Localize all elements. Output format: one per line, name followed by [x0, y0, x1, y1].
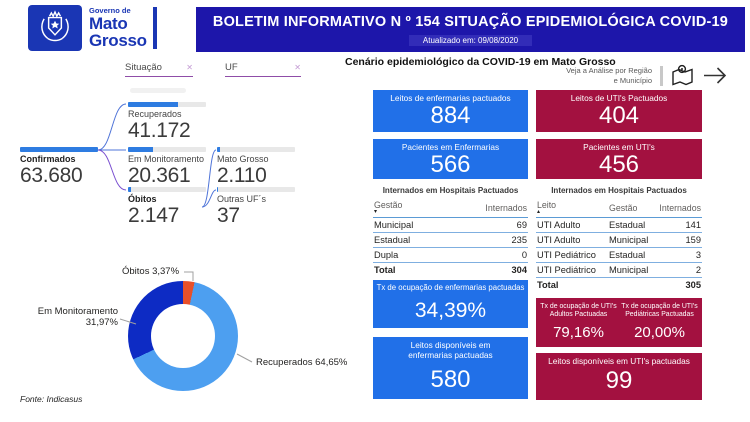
tree-node-label: Recuperados	[128, 109, 182, 119]
kpi-title: Tx de ocupação de UTI's Pediátricas Pactuadas	[621, 303, 698, 318]
kpi-tx-ocupacao-enfermarias	[373, 280, 528, 328]
filter-situacao[interactable]	[125, 62, 193, 77]
kpi-title: Pacientes em UTI's	[583, 142, 655, 152]
table-row[interactable]: UTI Adulto Estadual 141	[536, 218, 702, 233]
tree-node-label: Em Monitoramento	[128, 154, 205, 164]
table-row[interactable]: UTI Adulto Municipal 159	[536, 233, 702, 248]
region-link-text[interactable]	[556, 66, 652, 85]
table-row[interactable]: Estadual 235	[373, 233, 528, 248]
donut-hole	[151, 304, 215, 368]
donut-label-em-monitoramento	[18, 306, 118, 328]
table-title: Internados em Hospitais Pactuados	[382, 186, 519, 195]
tree-node-value: 37	[217, 204, 240, 227]
filter-situacao-label: Situação	[125, 62, 162, 73]
section-title: Cenário epidemiológico da COVID-19 em Mato Grosso	[345, 56, 616, 68]
coat-of-arms-icon	[28, 5, 82, 51]
map-pin-icon[interactable]	[669, 63, 696, 88]
clear-filter-icon[interactable]: ✕	[294, 63, 301, 72]
kpi-title: Tx de ocupação de enfermarias pactuadas	[376, 283, 525, 292]
table-row[interactable]: Municipal 69	[373, 218, 528, 233]
tree-scroll-hint	[130, 88, 186, 93]
donut-label-pct: 31,97%	[85, 317, 118, 328]
kpi-tx-utis-pediatricas	[619, 303, 700, 342]
logo-divider	[153, 7, 157, 49]
logo-text-governo: Governo de	[89, 5, 131, 15]
tree-bar	[128, 102, 206, 107]
column-header-gestao[interactable]: Gestão ▾	[374, 200, 470, 215]
column-header-leito[interactable]: Leito ▴	[537, 200, 609, 215]
filter-uf-label: UF	[225, 62, 238, 73]
kpi-value: 580	[430, 366, 471, 393]
kpi-value: 99	[605, 367, 633, 394]
region-link-line1: Veja a Análise por Região	[566, 66, 652, 76]
table-title: Internados em Hospitais Pactuados	[551, 186, 687, 195]
tree-node-obitos[interactable]	[128, 187, 206, 228]
table-internados-utis	[536, 186, 702, 292]
kpi-leitos-disponiveis-utis	[536, 353, 702, 400]
kpi-title: Pacientes em Enfermarias	[401, 142, 500, 152]
filter-uf[interactable]	[225, 62, 301, 77]
table-row[interactable]: UTI Pediátrico Estadual 3	[536, 248, 702, 263]
table-internados-enfermarias	[373, 186, 528, 277]
donut-label-recuperados: Recuperados 64,65%	[256, 357, 348, 368]
kpi-leitos-disponiveis-enfermarias	[373, 337, 528, 399]
kpi-leitos-utis-pactuados	[536, 90, 702, 132]
kpi-value: 566	[430, 150, 471, 178]
kpi-pacientes-utis	[536, 139, 702, 179]
table-total-row: Total 305	[537, 280, 701, 290]
tree-node-confirmados[interactable]	[20, 147, 98, 188]
tree-node-recuperados[interactable]	[128, 102, 206, 143]
logo-text-mato: Mato	[89, 14, 128, 34]
vertical-divider	[660, 66, 663, 86]
kpi-value: 20,00%	[634, 324, 685, 341]
kpi-title: Leitos disponíveis em UTI's pactuadas	[548, 356, 690, 366]
table-total-row: Total 304	[374, 265, 527, 275]
banner-title: BOLETIM INFORMATIVO N º 154 SITUAÇÃO EPIDEMIOLÓGICA COVID-19	[212, 14, 729, 30]
sort-desc-icon: ▾	[374, 209, 378, 215]
tree-node-value: 2.110	[217, 164, 267, 187]
kpi-value: 404	[598, 101, 640, 129]
region-analysis-link[interactable]	[556, 63, 729, 88]
table-header-row[interactable]	[536, 198, 702, 218]
tree-node-value: 20.361	[128, 164, 191, 187]
tree-node-em-monitoramento[interactable]	[128, 147, 206, 188]
kpi-title: Leitos disponíveis em enfermarias pactuadas	[408, 340, 493, 360]
logo-text	[89, 7, 147, 50]
source-note: Fonte: Indicasus	[20, 394, 83, 404]
arrow-right-icon[interactable]	[702, 66, 729, 85]
updated-timestamp: Atualizado em: 09/08/2020	[409, 35, 532, 46]
logo-text-grosso: Grosso	[89, 31, 147, 51]
clear-filter-icon[interactable]: ✕	[186, 63, 193, 72]
kpi-value: 884	[430, 101, 471, 129]
table-row[interactable]: Dupla 0	[373, 248, 528, 263]
kpi-tx-ocupacao-utis	[536, 298, 702, 347]
tree-bar	[217, 147, 295, 152]
kpi-value: 456	[598, 150, 640, 178]
tree-node-value: 2.147	[128, 204, 180, 227]
tree-node-value: 41.172	[128, 119, 191, 142]
column-header-internados[interactable]: Internados	[659, 202, 701, 213]
kpi-title: Tx de ocupação de UTI's Adultos Pactuadas	[540, 303, 617, 318]
tree-bar	[217, 187, 295, 192]
tree-node-label: Mato Grosso	[217, 154, 269, 164]
sort-asc-icon: ▴	[537, 209, 541, 215]
tree-bar	[128, 187, 206, 192]
column-header-internados[interactable]: Internados	[485, 202, 527, 213]
donut-label-text: Em Monitoramento	[37, 306, 118, 317]
tree-bar	[128, 147, 206, 152]
donut-chart[interactable]	[128, 281, 238, 391]
tree-node-label: Outras UF´s	[217, 194, 267, 204]
donut-label-obitos: Óbitos 3,37%	[122, 266, 180, 277]
tree-node-label: Óbitos	[128, 194, 157, 204]
table-header-row[interactable]	[373, 198, 528, 218]
kpi-title: Leitos de UTI's Pactuados	[570, 93, 668, 103]
tree-node-label: Confirmados	[20, 154, 76, 164]
tree-node-outras-ufs[interactable]	[217, 187, 295, 228]
tree-node-value: 63.680	[20, 164, 83, 187]
table-row[interactable]: UTI Pediátrico Municipal 2	[536, 263, 702, 278]
kpi-title: Leitos de enfermarias pactuados	[390, 93, 511, 103]
kpi-value: 34,39%	[414, 299, 487, 322]
tree-node-mato-grosso[interactable]	[217, 147, 295, 188]
kpi-value: 79,16%	[553, 324, 604, 341]
region-link-line2: e Município	[613, 75, 652, 85]
column-header-gestao[interactable]: Gestão	[609, 202, 638, 213]
kpi-tx-utis-adultos	[538, 303, 619, 342]
header-banner	[196, 7, 745, 52]
mt-government-logo	[28, 4, 157, 52]
tree-bar	[20, 147, 98, 152]
kpi-leitos-enfermarias-pactuados	[373, 90, 528, 132]
kpi-pacientes-enfermarias	[373, 139, 528, 179]
